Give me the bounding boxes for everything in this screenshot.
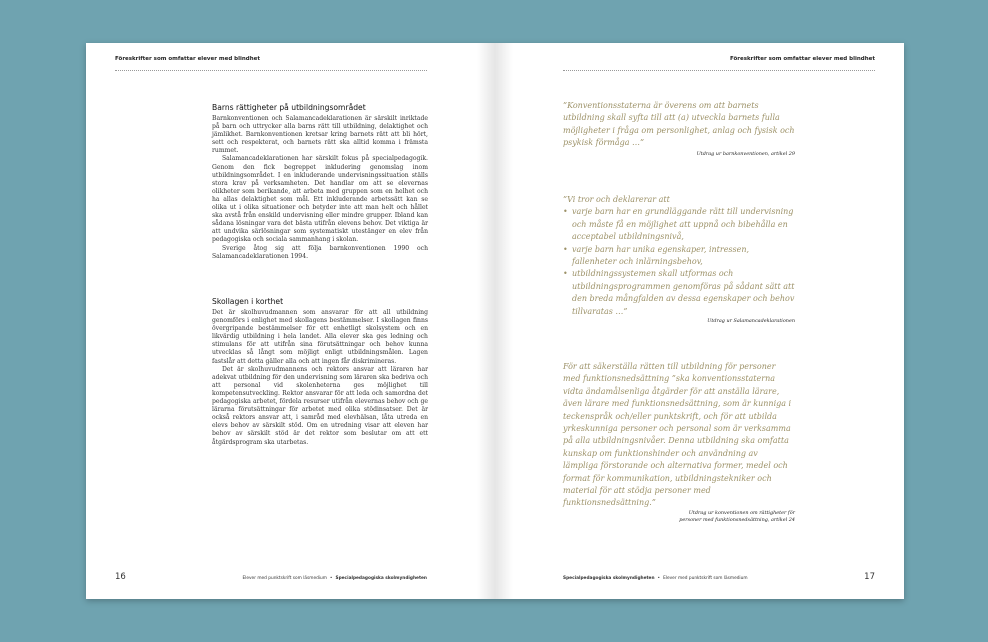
left-footer xyxy=(242,576,427,581)
paragraph: Barnkonventionen och Salamancadeklarationen är särskilt inriktade på barn och uttrycker alla barns rätt till utbildning, delaktighet och jämlikhet. Barnkonventionen kretsar kring barnets rätt att bli hört, sett och respekterat, och barnets rätt ska alltid komma i främsta rummet. xyxy=(212,115,428,155)
book-spread xyxy=(86,43,904,599)
right-page-number: 17 xyxy=(864,572,875,582)
paragraph: Sverige åtog sig att följa barnkonventionen 1990 och Salamancadeklarationen 1994. xyxy=(212,244,428,260)
left-running-head: Föreskrifter som omfattar elever med blindhet xyxy=(115,56,261,62)
quote-source-barnkonventionen: Utdrag ur barnkonventionen, artikel 29 xyxy=(696,151,795,157)
footer-publisher: Specialpedagogiska skolmyndigheten xyxy=(335,576,427,581)
quote-salamanca xyxy=(563,194,795,318)
left-page xyxy=(86,43,495,599)
quote-funktionsnedsattning xyxy=(563,361,795,510)
footer-title: Elever med punktskrift som läsmedium xyxy=(242,576,327,581)
left-gutter-shadow xyxy=(477,43,495,599)
right-running-head: Föreskrifter som omfattar elever med blindhet xyxy=(729,56,875,62)
quote-bullet: • varje barn har unika egenskaper, intressen, fallenheter och inlärningsbehov, xyxy=(563,244,795,269)
paragraph: Det är skolhuvudmannens och rektors ansvar att läraren har adekvat utbildning för den undervisning som läraren ska bedriva och att personal vid skolenheterna ges möjlighet till kompetensutveckling. Rektor ansvarar för att leda och samordna det pedagogiska arbetet, fördela resurser utifrån elevernas behov och ge lärarna förutsättningar för arbetet med olika stödinsatser. Det är också rektors ansvar att, i samråd med elevhälsan, låta utreda en elevs behov av särskilt stöd. Om en utredning visar att eleven har behov av särskilt stöd är det rektor som beslutar om att ett åtgärdsprogram ska utarbetas. xyxy=(212,365,428,446)
quote-bullet: • utbildningssystemen skall utformas och utbildningsprogrammen genomföras på sådant sätt att den breda mångfalden av dessa egenskaper och behov tillvaratas …” xyxy=(563,268,795,318)
right-header-rule xyxy=(563,70,875,71)
quote-source-salamanca: Utdrag ur Salamancadeklarationen xyxy=(707,318,795,324)
quote-barnkonventionen xyxy=(563,100,795,150)
footer-title: Elever med punktskrift som läsmedium xyxy=(663,576,748,581)
paragraph: Salamancadeklarationen har särskilt fokus på specialpedagogik. Genom den fick begreppet inkludering genomslag inom utbildningsområdet. I en inkluderande undervisningssituation ställs stora krav på verksamheten. Det handlar om att se elevernas olikheter som berikande, att arbeta med gruppen som en helhet och ha allas delaktighet som mål. Ett inkluderande arbetssätt kan se olika ut i olika situationer och betyder inte att man helt och hållet ska avstå från enskild undervisning eller mindre grupper. Ibland kan sådana lösningar vara det bästa utifrån elevens behov. Det viktiga är att undvika särlösningar som systematiskt utestänger en elev från pedagogiska och sociala sammanhang i skolan. xyxy=(212,155,428,244)
left-section-barns-rattigheter xyxy=(212,103,428,261)
quote-bullet-list xyxy=(563,206,795,318)
section-heading: Skollagen i korthet xyxy=(212,297,284,306)
left-header-rule xyxy=(115,70,427,71)
quote-source-funktionsnedsattning xyxy=(563,510,795,524)
right-gutter-shadow xyxy=(495,43,513,599)
section-heading: Barns rättigheter på utbildningsområdet xyxy=(212,103,366,112)
footer-separator: • xyxy=(657,576,661,581)
source-line: Utdrag ur konventionen om rättigheter för xyxy=(688,510,795,516)
quote-bullet: • varje barn har en grundläggande rätt till undervisning och måste få en möjlighet att uppnå och bibehålla en acceptabel utbildningsnivå, xyxy=(563,206,795,243)
quote-text: För att säkerställa rätten till utbildning för personer med funktionsnedsättning ”ska konventionsstaterna vidta ändamålsenliga åtgärder för att anställa lärare, även lärare med funktionsnedsättning, som är kunniga i teckenspråk och/eller punktskrift, och för att utbilda yrkeskunniga personer och personal som är verksamma på alla utbildningsnivåer. Denna utbildning ska omfatta kunskap om funktionshinder och användning av lämpliga förstorande och alternativa former, medel och format för kommunikation, utbildningstekniker och material för att stödja personer med funktionsnedsättning.” xyxy=(563,362,792,508)
right-page xyxy=(495,43,904,599)
quote-intro: ”Vi tror och deklarerar att xyxy=(563,195,670,204)
left-page-number: 16 xyxy=(115,572,126,582)
footer-publisher: Specialpedagogiska skolmyndigheten xyxy=(563,576,655,581)
left-section-skollagen xyxy=(212,297,428,447)
footer-separator: • xyxy=(329,576,333,581)
paragraph: Det är skolhuvudmannen som ansvarar för att all utbildning genomförs i enlighet med skollagens bestämmelser. I skollagen finns övergripande bestämmelser för ett enhetligt skolsystem och en likvärdig utbildning i hela landet. Alla elever ska ges ledning och stimulans för att utifrån sina förutsättningar och behov kunna utvecklas så långt som möjligt enligt utbildningsmålen. Lagen fastslår att detta gäller alla och att ingen får diskrimineras. xyxy=(212,309,428,365)
right-footer xyxy=(563,576,748,581)
quote-text: ”Konventionsstaterna är överens om att barnets utbildning skall syfta till att (a) utveckla barnets fulla möjligheter i fråga om personlighet, anlag och fysisk och psykisk förmåga …” xyxy=(563,101,795,148)
source-line: personer med funktionsnedsättning, artikel 24 xyxy=(679,516,795,523)
